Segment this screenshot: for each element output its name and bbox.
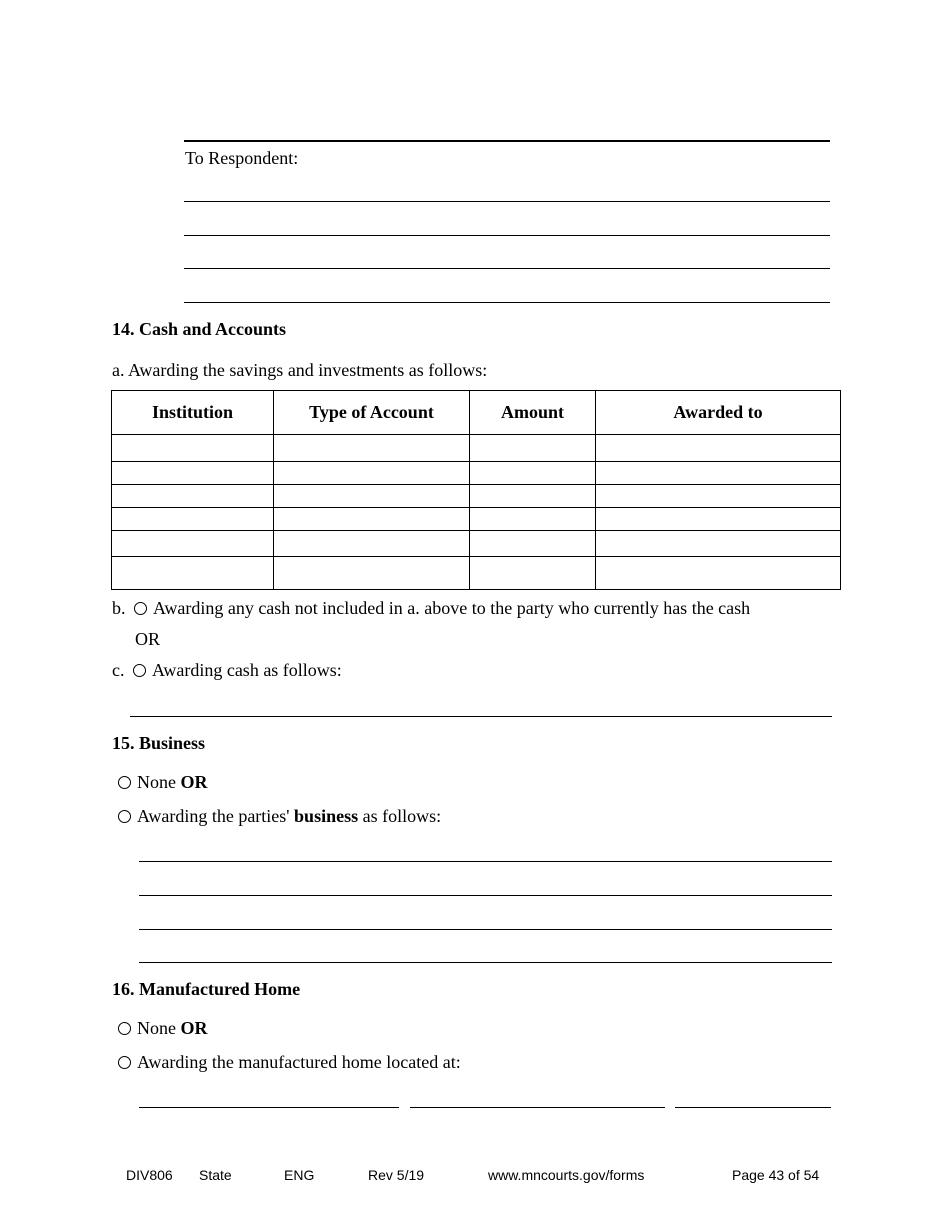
- home-or-text: OR: [180, 1018, 208, 1038]
- respondent-line-4[interactable]: [184, 302, 830, 303]
- business-award-pre: Awarding the parties': [137, 806, 290, 826]
- table-cell[interactable]: [470, 462, 596, 485]
- business-line-2[interactable]: [139, 895, 832, 896]
- section-14-c-text: Awarding cash as follows:: [152, 660, 342, 680]
- home-radio-award[interactable]: [118, 1056, 131, 1069]
- accounts-table: [111, 390, 841, 590]
- table-cell[interactable]: [112, 485, 274, 508]
- home-award-option: [118, 1051, 461, 1073]
- footer-language: ENG: [284, 1167, 315, 1183]
- cash-radio-c[interactable]: [133, 664, 146, 677]
- table-cell[interactable]: [274, 557, 470, 590]
- table-cell[interactable]: [274, 462, 470, 485]
- business-award-bold: business: [294, 806, 359, 826]
- table-cell[interactable]: [470, 508, 596, 531]
- business-line-1[interactable]: [139, 861, 832, 862]
- table-cell[interactable]: [274, 531, 470, 557]
- cash-radio-b[interactable]: [134, 602, 147, 615]
- business-line-4[interactable]: [139, 962, 832, 963]
- home-address-line-3[interactable]: [675, 1107, 831, 1108]
- respondent-line-3[interactable]: [184, 268, 830, 269]
- table-cell[interactable]: [112, 531, 274, 557]
- table-cell[interactable]: [470, 557, 596, 590]
- footer-state: State: [199, 1167, 232, 1183]
- home-none-option: [118, 1017, 208, 1039]
- table-cell[interactable]: [274, 485, 470, 508]
- accounts-col-institution: Institution: [112, 391, 274, 435]
- business-award-post: as follows:: [362, 806, 442, 826]
- table-row: [112, 531, 841, 557]
- home-none-text: None: [137, 1018, 176, 1038]
- footer-revision: Rev 5/19: [368, 1167, 425, 1183]
- accounts-col-amount: Amount: [470, 391, 596, 435]
- table-cell[interactable]: [112, 508, 274, 531]
- table-cell[interactable]: [112, 462, 274, 485]
- section-16-title: 16. Manufactured Home: [112, 979, 301, 999]
- section-14-or-text: OR: [135, 629, 161, 649]
- section-14-b-line: [112, 597, 750, 619]
- accounts-col-awarded-to: Awarded to: [596, 391, 841, 435]
- business-radio-award[interactable]: [118, 810, 131, 823]
- business-award-option: [118, 805, 441, 827]
- section-14-c-prefix: c.: [112, 660, 125, 680]
- table-row: [112, 508, 841, 531]
- home-address-line-1[interactable]: [139, 1107, 399, 1108]
- respondent-top-rule: [184, 140, 830, 142]
- table-row: [112, 462, 841, 485]
- accounts-table-header-row: [112, 391, 841, 435]
- table-row: [112, 435, 841, 462]
- table-cell[interactable]: [470, 435, 596, 462]
- table-cell[interactable]: [596, 508, 841, 531]
- section-14-a-text: a. Awarding the savings and investments as follows:: [112, 360, 488, 380]
- footer-page: Page 43 of 54: [732, 1167, 820, 1183]
- table-cell[interactable]: [596, 435, 841, 462]
- business-none-text: None: [137, 772, 176, 792]
- home-award-text: Awarding the manufactured home located at:: [137, 1052, 461, 1072]
- business-line-3[interactable]: [139, 929, 832, 930]
- business-radio-none[interactable]: [118, 776, 131, 789]
- table-cell[interactable]: [112, 557, 274, 590]
- table-cell[interactable]: [274, 435, 470, 462]
- table-cell[interactable]: [470, 485, 596, 508]
- section-14-title: 14. Cash and Accounts: [112, 319, 287, 339]
- table-row: [112, 485, 841, 508]
- table-cell[interactable]: [596, 557, 841, 590]
- section-14-c-line: [112, 659, 342, 681]
- footer-url[interactable]: www.mncourts.gov/forms: [488, 1167, 645, 1183]
- accounts-col-type: Type of Account: [274, 391, 470, 435]
- table-cell[interactable]: [596, 531, 841, 557]
- respondent-line-1[interactable]: [184, 201, 830, 202]
- respondent-label: To Respondent:: [185, 148, 299, 168]
- table-cell[interactable]: [470, 531, 596, 557]
- cash-line-1[interactable]: [130, 716, 832, 717]
- table-row: [112, 557, 841, 590]
- footer-form-id: DIV806: [126, 1167, 173, 1183]
- home-address-line-2[interactable]: [410, 1107, 665, 1108]
- respondent-line-2[interactable]: [184, 235, 830, 236]
- table-cell[interactable]: [274, 508, 470, 531]
- business-none-option: [118, 771, 208, 793]
- section-14-b-text: Awarding any cash not included in a. above to the party who currently has the cash: [153, 598, 751, 618]
- business-or-text: OR: [180, 772, 208, 792]
- home-radio-none[interactable]: [118, 1022, 131, 1035]
- section-14-b-prefix: b.: [112, 598, 126, 618]
- section-15-title: 15. Business: [112, 733, 206, 753]
- table-cell[interactable]: [112, 435, 274, 462]
- table-cell[interactable]: [596, 462, 841, 485]
- table-cell[interactable]: [596, 485, 841, 508]
